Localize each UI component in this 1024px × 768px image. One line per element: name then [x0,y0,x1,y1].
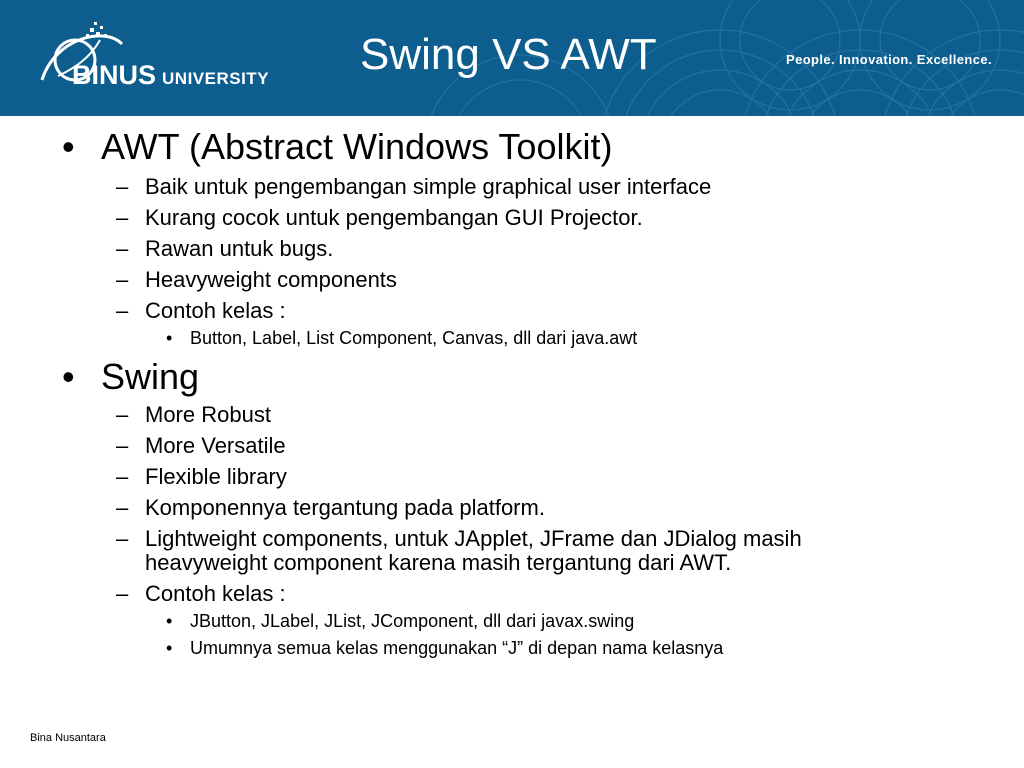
dash-marker: – [116,298,129,323]
list-item: Rawan untuk bugs. [145,236,334,261]
footer-text: Bina Nusantara [30,732,106,744]
list-item: Flexible library [145,464,287,489]
logo-brand-text: BINUS [72,60,157,90]
dash-marker: – [116,267,129,292]
list-item: Contoh kelas : [145,298,286,323]
dash-marker: – [116,464,129,489]
slide-title: Swing VS AWT [360,30,657,79]
dash-marker: – [116,236,129,261]
list-item: Komponennya tergantung pada platform. [145,495,545,520]
bullet-marker: • [166,611,173,631]
binus-university-logo [30,18,300,108]
dash-marker: – [116,205,129,230]
dash-marker: – [116,402,129,427]
list-item-continuation: heavyweight component karena masih tergantung dari AWT. [145,550,732,575]
section-heading-swing: Swing [101,356,200,397]
bullet-marker: • [166,328,173,348]
list-item: Baik untuk pengembangan simple graphical user interface [145,174,712,199]
sub-list-item: JButton, JLabel, JList, JComponent, dll dari javax.swing [190,611,635,631]
sub-list-item: Button, Label, List Component, Canvas, dll dari java.awt [190,328,638,348]
dash-marker: – [116,526,129,551]
dash-marker: – [116,174,129,199]
slide-header [0,0,1024,116]
section-heading-awt: AWT (Abstract Windows Toolkit) [101,126,613,167]
list-item: Lightweight components, untuk JApplet, JFrame dan JDialog masih [145,526,802,551]
list-item: Kurang cocok untuk pengembangan GUI Projector. [145,205,643,230]
bullet-marker: • [62,356,75,397]
sub-list-item: Umumnya semua kelas menggunakan “J” di depan nama kelasnya [190,638,724,658]
dash-marker: – [116,581,129,606]
tagline: People. Innovation. Excellence. [786,52,993,67]
list-item: More Robust [145,402,271,427]
list-item: Contoh kelas : [145,581,286,606]
dash-marker: – [116,433,129,458]
bullet-marker: • [62,126,75,167]
bullet-marker: • [166,638,173,658]
logo-university-text: UNIVERSITY [162,69,270,88]
dash-marker: – [116,495,129,520]
list-item: More Versatile [145,433,286,458]
list-item: Heavyweight components [145,267,397,292]
